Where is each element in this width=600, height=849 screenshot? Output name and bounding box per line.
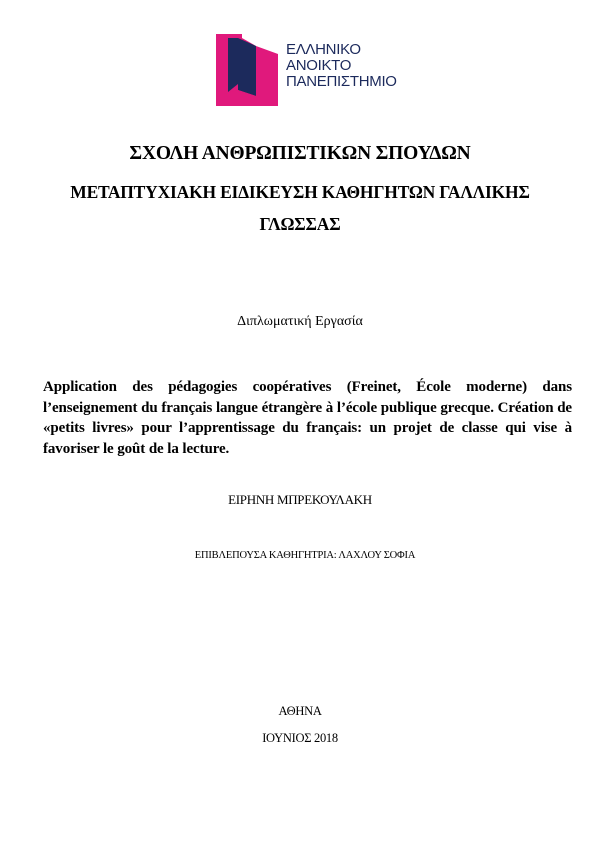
logo-emblem-icon	[216, 34, 278, 106]
author-name: ΕΙΡΗΝΗ ΜΠΡΕΚΟΥΛΑΚΗ	[228, 492, 372, 507]
university-logo	[216, 34, 406, 106]
supervisor-line: ΕΠΙΒΛΕΠΟΥΣΑ ΚΑΘΗΓΗΤΡΙΑ: ΛΑΧΛΟΥ ΣΟΦΙΑ	[194, 550, 416, 561]
date: ΙΟΥΝΙΟΣ 2018	[262, 731, 338, 745]
city: ΑΘΗΝΑ	[278, 704, 322, 718]
school-heading: ΣΧΟΛΗ ΑΝΘΡΩΠΙΣΤΙΚΩΝ ΣΠΟΥΔΩΝ	[129, 143, 471, 164]
thesis-title: Application des pédagogies coopératives (Freinet, École moderne) dans l’enseignement du français langue étrangère à l’école publique grecque. Création de «petits livres» pour l’apprentissage du français: un projet de classe qui vise à favoriser le goût de la lecture.	[43, 379, 572, 457]
logo-line-2: ΑΝΟΙΚΤΟ	[286, 57, 352, 74]
specialization-line-1: ΜΕΤΑΠΤΥΧΙΑΚΗ ΕΙΔΙΚΕΥΣΗ ΚΑΘΗΓΗΤΩΝ ΓΑΛΛΙΚΗΣ	[70, 182, 530, 202]
specialization-line-2: ΓΛΩΣΣΑΣ	[259, 214, 341, 234]
thesis-type: Διπλωματική Εργασία	[237, 314, 363, 329]
logo-line-3: ΠΑΝΕΠΙΣΤΗΜΙΟ	[286, 73, 397, 90]
logo-line-1: ΕΛΛΗΝΙΚΟ	[286, 41, 361, 58]
logo-text	[286, 42, 397, 90]
